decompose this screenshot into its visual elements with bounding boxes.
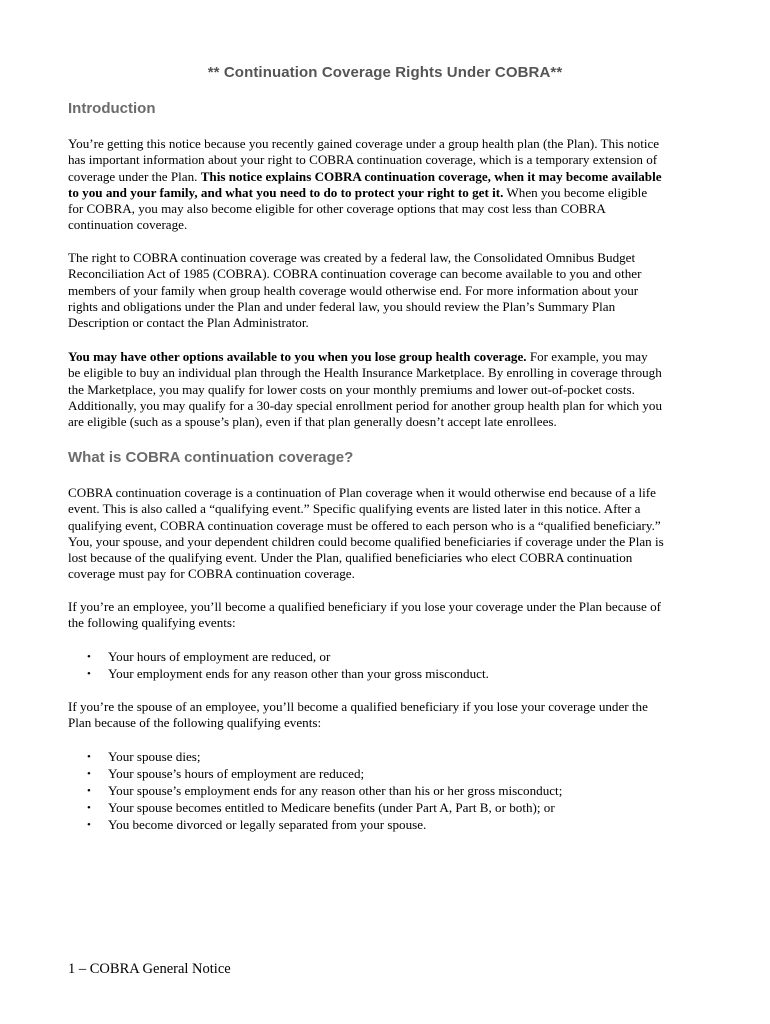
text-line: rights and obligations under the Plan and under federal law, you should review the Plan’s Summary Plan: [68, 298, 616, 314]
text-line: be eligible to buy an individual plan through the Health Insurance Marketplace. By enrolling in coverage through: [68, 365, 662, 381]
spouse-intro-paragraph: [68, 699, 702, 732]
list-item: [84, 800, 704, 817]
list-item-text: Your spouse’s employment ends for any reason other than his or her gross misconduct;: [108, 782, 563, 798]
list-item-text: Your spouse dies;: [108, 749, 201, 764]
text-line: [68, 185, 702, 201]
text-line: the Marketplace, you may qualify for lower costs on your monthly premiums and lower out-of-pocket costs.: [68, 381, 635, 397]
text-line: [68, 169, 702, 185]
text-line: COBRA continuation coverage is a continuation of Plan coverage when it would otherwise end because of a life: [68, 485, 656, 500]
list-item-text: Your spouse’s hours of employment are reduced;: [108, 765, 365, 781]
text-line: The right to COBRA continuation coverage was created by a federal law, the Consolidated Omnibus Budget: [68, 250, 636, 265]
bold-text-run: This notice explains COBRA continuation coverage, when it may become available: [200, 168, 662, 184]
text-line: Reconciliation Act of 1985 (COBRA). COBRA continuation coverage can become available to you and other: [68, 266, 642, 282]
text-run: When you become eligible: [503, 184, 648, 200]
text-line: [68, 349, 702, 365]
list-item-text: Your spouse becomes entitled to Medicare benefits (under Part A, Part B, or both); or: [108, 799, 555, 815]
text-line: You, your spouse, and your dependent children could become qualified beneficiaries if coverage under the Plan is: [68, 533, 664, 549]
list-item: [84, 649, 704, 666]
list-item-text: Your employment ends for any reason other than your gross misconduct.: [108, 665, 489, 681]
bullet-icon: •: [87, 751, 91, 763]
text-line: Description or contact the Plan Administrator.: [68, 315, 309, 331]
section-heading-what-is-cobra: What is COBRA continuation coverage?: [68, 449, 354, 466]
intro-paragraph-3: [68, 349, 702, 430]
text-line: members of your family when group health coverage would otherwise end. For more information about your: [68, 282, 639, 298]
text-line: event. This is also called a “qualifying event.” Specific qualifying events are listed later in this notice. After a: [68, 501, 641, 517]
text-line: the following qualifying events:: [68, 615, 236, 631]
employee-qualifying-events-list: [84, 649, 704, 683]
text-line: If you’re an employee, you’ll become a qualified beneficiary if you lose your coverage under the Plan because of: [68, 599, 661, 614]
text-line: coverage must pay for COBRA continuation coverage.: [68, 566, 355, 582]
spouse-qualifying-events-list: [84, 749, 704, 834]
text-line: Additionally, you may qualify for a 30-day special enrollment period for another group health plan for which you: [68, 397, 663, 413]
bold-text-run: to you and your family, and what you need to do to protect your right to get it.: [68, 184, 504, 200]
text-line: Plan because of the following qualifying events:: [68, 715, 322, 731]
text-line: qualifying event, COBRA continuation coverage must be offered to each person who is a “qualified beneficiary.”: [68, 517, 661, 533]
intro-paragraph-2: [68, 250, 702, 331]
employee-intro-paragraph: [68, 599, 702, 632]
text-run: coverage under the Plan.: [68, 168, 201, 184]
bold-text-run: You may have other options available to you when you lose group health coverage.: [68, 349, 527, 364]
cobra-definition-paragraph: [68, 485, 702, 583]
list-item: [84, 766, 704, 783]
bullet-icon: •: [87, 801, 91, 814]
text-line: You’re getting this notice because you recently gained coverage under a group health plan (the Plan). This notice: [68, 136, 660, 151]
intro-paragraph-1: [68, 136, 702, 234]
bullet-icon: •: [87, 767, 91, 780]
text-line: continuation coverage.: [68, 217, 188, 233]
list-item: [84, 783, 704, 800]
list-item-text: Your hours of employment are reduced, or: [108, 649, 331, 664]
bullet-icon: •: [87, 818, 91, 831]
list-item: [84, 749, 704, 766]
page-footer: 1 – COBRA General Notice: [68, 961, 231, 977]
bullet-icon: •: [87, 667, 91, 680]
list-item: [84, 817, 704, 834]
document-title: ** Continuation Coverage Rights Under COBRA**: [207, 64, 563, 81]
bullet-icon: •: [87, 651, 91, 663]
list-item: [84, 666, 704, 683]
text-line: If you’re the spouse of an employee, you’ll become a qualified beneficiary if you lose your coverage under the: [68, 699, 648, 714]
text-run: For example, you may: [526, 349, 648, 364]
text-line: lost because of the qualifying event. Under the Plan, qualified beneficiaries who elect COBRA continuation: [68, 550, 633, 566]
text-line: has important information about your right to COBRA continuation coverage, which is a temporary extension of: [68, 152, 658, 168]
text-line: for COBRA, you may also become eligible for other coverage options that may cost less than COBRA: [68, 201, 606, 217]
list-item-text: You become divorced or legally separated from your spouse.: [108, 816, 427, 832]
text-line: are eligible (such as a spouse’s plan), even if that plan generally doesn’t accept late enrollees.: [68, 414, 557, 430]
section-heading-introduction: Introduction: [68, 100, 156, 117]
bullet-icon: •: [87, 784, 91, 797]
